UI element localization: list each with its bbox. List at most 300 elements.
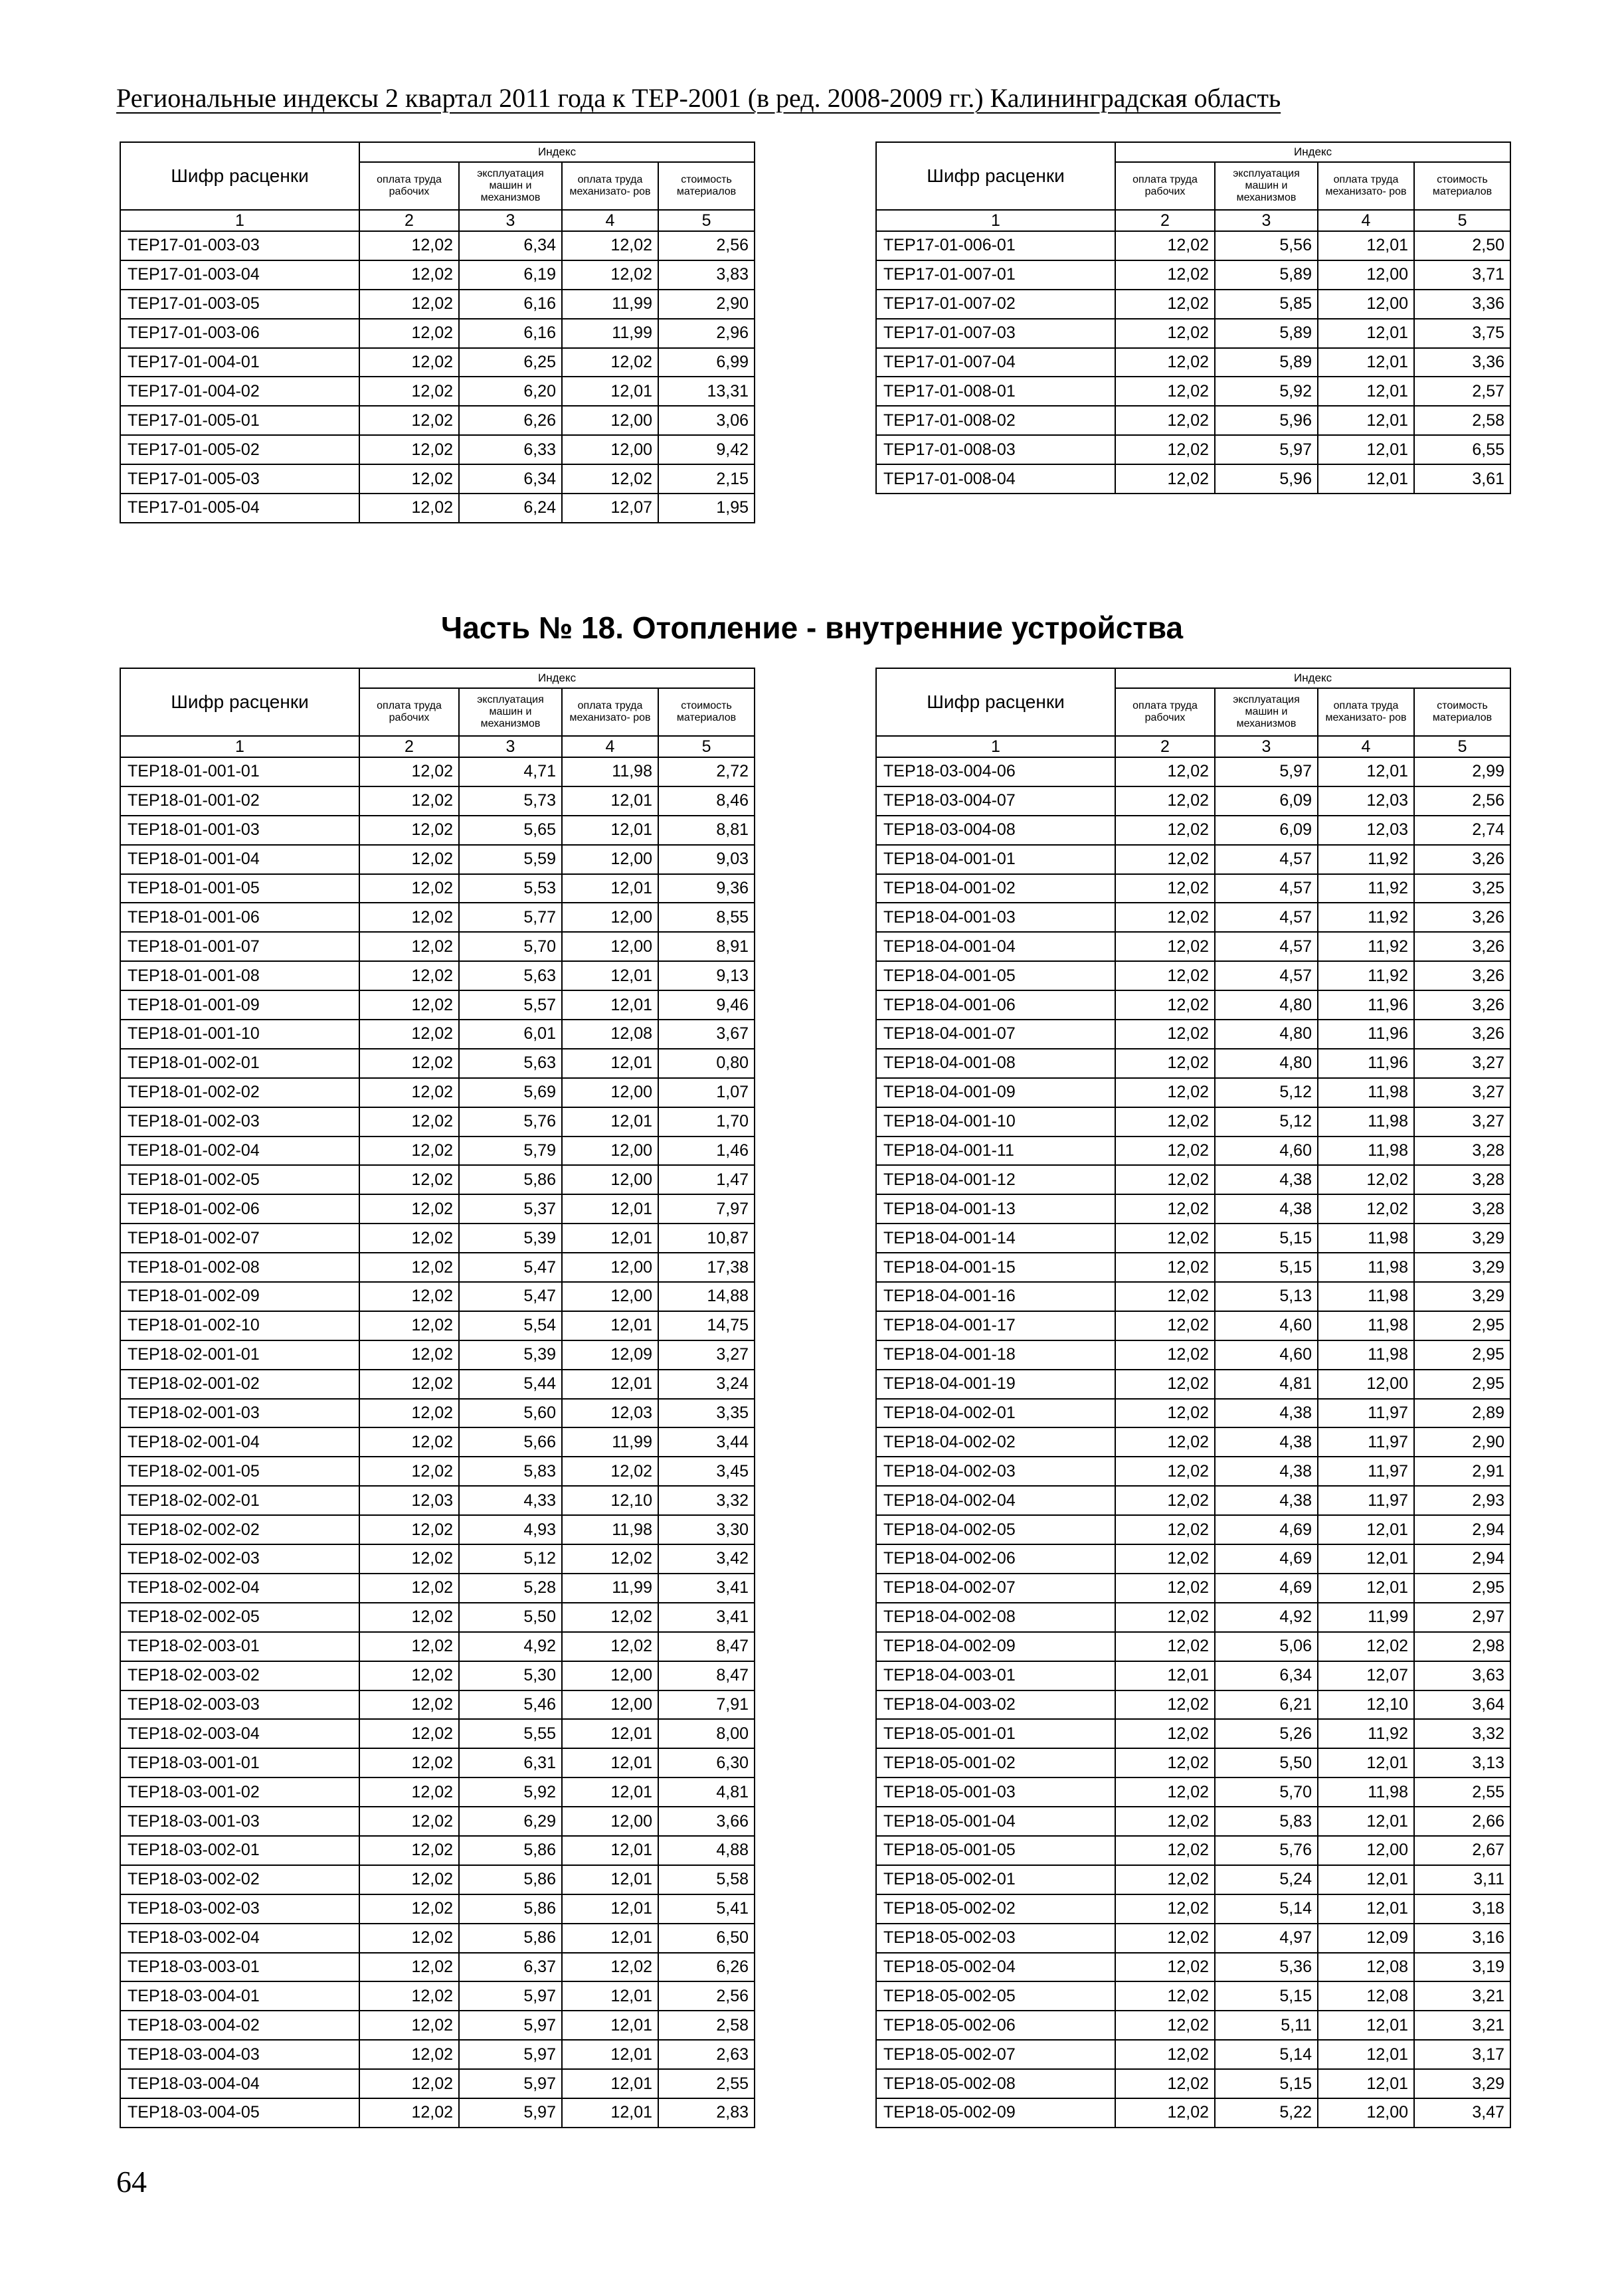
materials-index: 3,36 [1414,290,1510,319]
rate-code: ТЕР17-01-005-04 [120,494,359,523]
machines-index: 6,25 [459,348,562,377]
machines-index: 4,60 [1215,1137,1318,1166]
labor-workers-index: 12,02 [359,903,459,932]
labor-workers-index: 12,02 [1115,1894,1215,1924]
table-row [876,961,1510,990]
header-code: Шифр расценки [120,668,359,736]
rate-code: ТЕР18-05-001-02 [876,1748,1115,1777]
rate-code: ТЕР18-05-001-04 [876,1807,1115,1836]
table-row [876,2098,1510,2128]
header-machines: эксплуатация машин и механизмов [1215,162,1318,210]
rate-code: ТЕР18-02-001-03 [120,1399,359,1428]
labor-operators-index: 12,01 [562,2040,658,2069]
header-index-group: Индекс [359,668,755,688]
table-row [876,1544,1510,1574]
materials-index: 8,91 [658,932,755,961]
machines-index: 5,46 [459,1690,562,1720]
labor-operators-index: 12,01 [1318,1544,1414,1574]
rate-code: ТЕР18-04-001-19 [876,1370,1115,1399]
machines-index: 5,76 [1215,1836,1318,1865]
table-row [876,1661,1510,1690]
table-row [876,2069,1510,2098]
machines-index: 4,38 [1215,1486,1318,1515]
table-row [876,260,1510,290]
materials-index: 3,61 [1414,464,1510,494]
materials-index: 3,25 [1414,874,1510,903]
table-row [876,816,1510,845]
rate-code: ТЕР18-01-001-06 [120,903,359,932]
machines-index: 5,76 [459,1107,562,1137]
machines-index: 5,79 [459,1137,562,1166]
table-row [120,377,755,406]
labor-operators-index: 12,09 [1318,1924,1414,1953]
labor-workers-index: 12,02 [1115,1719,1215,1748]
labor-workers-index: 12,02 [359,1340,459,1370]
table-row [120,319,755,348]
labor-operators-index: 12,01 [562,2069,658,2098]
labor-operators-index: 12,01 [562,1981,658,2011]
labor-operators-index: 11,99 [1318,1603,1414,1632]
labor-workers-index: 12,02 [359,1399,459,1428]
rate-code: ТЕР17-01-004-01 [120,348,359,377]
labor-operators-index: 11,98 [1318,1340,1414,1370]
table-row [876,1427,1510,1457]
rate-code: ТЕР17-01-008-02 [876,406,1115,435]
materials-index: 1,47 [658,1165,755,1194]
rate-code: ТЕР17-01-005-01 [120,406,359,435]
column-number: 2 [359,210,459,231]
machines-index: 4,69 [1215,1544,1318,1574]
labor-workers-index: 12,02 [359,816,459,845]
labor-workers-index: 12,02 [1115,290,1215,319]
labor-workers-index: 12,02 [1115,1807,1215,1836]
machines-index: 5,63 [459,1049,562,1078]
labor-operators-index: 12,00 [1318,1836,1414,1865]
table-row [120,903,755,932]
materials-index: 3,63 [1414,1661,1510,1690]
machines-index: 4,80 [1215,1020,1318,1049]
table-row [876,1049,1510,1078]
machines-index: 5,14 [1215,1894,1318,1924]
labor-workers-index: 12,02 [359,1865,459,1894]
materials-index: 5,58 [658,1865,755,1894]
labor-workers-index: 12,02 [359,874,459,903]
table-row [120,1399,755,1428]
header-materials: стоимость материалов [1414,688,1510,736]
header-index-group: Индекс [1115,142,1510,162]
machines-index: 4,81 [1215,1370,1318,1399]
labor-workers-index: 12,02 [1115,1486,1215,1515]
labor-operators-index: 11,98 [1318,1107,1414,1137]
table-row [876,1690,1510,1720]
materials-index: 8,00 [658,1719,755,1748]
machines-index: 5,92 [459,1777,562,1807]
column-number-row [876,736,1510,757]
materials-index: 3,27 [1414,1049,1510,1078]
labor-workers-index: 12,02 [359,1953,459,1982]
labor-workers-index: 12,02 [1115,1632,1215,1661]
rate-code: ТЕР18-01-002-08 [120,1253,359,1282]
machines-index: 5,59 [459,845,562,874]
table-row [120,1165,755,1194]
table-row [120,1224,755,1253]
rate-code: ТЕР17-01-008-04 [876,464,1115,494]
rate-code: ТЕР18-01-001-07 [120,932,359,961]
rate-code: ТЕР18-02-002-04 [120,1574,359,1603]
rate-code: ТЕР18-02-001-01 [120,1340,359,1370]
labor-operators-index: 12,09 [562,1340,658,1370]
rate-code: ТЕР18-04-002-04 [876,1486,1115,1515]
labor-workers-index: 12,02 [1115,874,1215,903]
rates-table-18-left [120,668,755,2128]
rate-code: ТЕР18-01-001-09 [120,990,359,1020]
materials-index: 9,13 [658,961,755,990]
labor-workers-index: 12,02 [359,1311,459,1340]
materials-index: 3,36 [1414,348,1510,377]
table-row [120,348,755,377]
rate-code: ТЕР18-04-001-06 [876,990,1115,1020]
labor-operators-index: 11,97 [1318,1486,1414,1515]
rate-code: ТЕР18-02-002-05 [120,1603,359,1632]
labor-operators-index: 12,01 [1318,435,1414,464]
labor-workers-index: 12,02 [1115,1282,1215,1311]
rate-code: ТЕР17-01-007-01 [876,260,1115,290]
materials-index: 3,26 [1414,903,1510,932]
machines-index: 5,97 [1215,435,1318,464]
materials-index: 3,75 [1414,319,1510,348]
rate-code: ТЕР18-01-001-04 [120,845,359,874]
machines-index: 4,92 [459,1632,562,1661]
labor-operators-index: 12,00 [562,1690,658,1720]
materials-index: 3,28 [1414,1194,1510,1224]
header-materials: стоимость материалов [658,162,755,210]
table-row [876,231,1510,260]
labor-workers-index: 12,02 [1115,990,1215,1020]
labor-operators-index: 12,02 [562,260,658,290]
labor-operators-index: 12,01 [562,816,658,845]
labor-workers-index: 12,02 [1115,1603,1215,1632]
labor-workers-index: 12,02 [359,1544,459,1574]
materials-index: 2,15 [658,464,755,494]
labor-operators-index: 12,08 [1318,1953,1414,1982]
table-row [876,1486,1510,1515]
rate-code: ТЕР18-05-002-08 [876,2069,1115,2098]
rate-code: ТЕР18-03-002-03 [120,1894,359,1924]
machines-index: 5,63 [459,961,562,990]
materials-index: 14,75 [658,1311,755,1340]
table-row [876,1836,1510,1865]
labor-operators-index: 12,00 [562,845,658,874]
machines-index: 4,93 [459,1515,562,1544]
materials-index: 3,26 [1414,990,1510,1020]
labor-operators-index: 11,97 [1318,1427,1414,1457]
machines-index: 5,12 [1215,1107,1318,1137]
rate-code: ТЕР17-01-007-03 [876,319,1115,348]
table-row [876,1399,1510,1428]
labor-operators-index: 11,99 [562,319,658,348]
materials-index: 9,42 [658,435,755,464]
labor-workers-index: 12,02 [359,1661,459,1690]
machines-index: 5,11 [1215,2011,1318,2040]
column-number: 5 [1414,210,1510,231]
machines-index: 4,57 [1215,903,1318,932]
labor-operators-index: 12,01 [1318,464,1414,494]
machines-index: 4,69 [1215,1515,1318,1544]
materials-index: 1,46 [658,1137,755,1166]
labor-operators-index: 12,02 [1318,1194,1414,1224]
rate-code: ТЕР18-05-002-09 [876,2098,1115,2128]
column-number: 4 [1318,210,1414,231]
table-row [120,961,755,990]
header-index-group: Индекс [1115,668,1510,688]
rate-code: ТЕР18-02-002-01 [120,1486,359,1515]
labor-operators-index: 12,00 [1318,290,1414,319]
labor-operators-index: 12,01 [1318,2011,1414,2040]
machines-index: 6,01 [459,1020,562,1049]
labor-workers-index: 12,02 [359,1078,459,1107]
labor-workers-index: 12,02 [359,1165,459,1194]
machines-index: 5,70 [1215,1777,1318,1807]
materials-index: 3,27 [1414,1107,1510,1137]
rate-code: ТЕР18-05-002-03 [876,1924,1115,1953]
materials-index: 2,58 [658,2011,755,2040]
materials-index: 2,55 [1414,1777,1510,1807]
materials-index: 2,72 [658,757,755,786]
column-number: 5 [658,210,755,231]
labor-operators-index: 12,07 [562,494,658,523]
table-row [120,1049,755,1078]
machines-index: 5,39 [459,1224,562,1253]
machines-index: 4,38 [1215,1457,1318,1486]
rate-code: ТЕР18-05-002-02 [876,1894,1115,1924]
machines-index: 4,57 [1215,961,1318,990]
materials-index: 7,91 [658,1690,755,1720]
labor-workers-index: 12,02 [359,1049,459,1078]
labor-workers-index: 12,02 [359,290,459,319]
labor-workers-index: 12,02 [359,990,459,1020]
materials-index: 2,96 [658,319,755,348]
labor-workers-index: 12,02 [359,1894,459,1924]
labor-workers-index: 12,02 [359,231,459,260]
rate-code: ТЕР18-04-001-14 [876,1224,1115,1253]
table-row [876,1282,1510,1311]
labor-operators-index: 12,02 [562,1632,658,1661]
table-row [876,1078,1510,1107]
page-number: 64 [116,2165,147,2199]
machines-index: 4,38 [1215,1427,1318,1457]
rate-code: ТЕР18-03-002-02 [120,1865,359,1894]
labor-workers-index: 12,02 [1115,319,1215,348]
table-row [120,2040,755,2069]
table-row [120,435,755,464]
machines-index: 5,89 [1215,260,1318,290]
materials-index: 9,03 [658,845,755,874]
labor-workers-index: 12,02 [359,1924,459,1953]
header-row [120,142,755,162]
labor-workers-index: 12,02 [359,1515,459,1544]
labor-workers-index: 12,02 [359,1224,459,1253]
machines-index: 6,31 [459,1748,562,1777]
labor-operators-index: 12,02 [562,231,658,260]
rate-code: ТЕР18-01-002-06 [120,1194,359,1224]
rate-code: ТЕР18-01-002-04 [120,1137,359,1166]
machines-index: 5,28 [459,1574,562,1603]
labor-workers-index: 12,02 [359,1253,459,1282]
machines-index: 5,50 [459,1603,562,1632]
table-row [120,1282,755,1311]
machines-index: 5,83 [459,1457,562,1486]
machines-index: 5,15 [1215,1253,1318,1282]
labor-operators-index: 12,02 [562,464,658,494]
materials-index: 3,18 [1414,1894,1510,1924]
machines-index: 4,60 [1215,1340,1318,1370]
labor-workers-index: 12,02 [359,319,459,348]
labor-operators-index: 12,00 [562,1807,658,1836]
rate-code: ТЕР18-02-003-02 [120,1661,359,1690]
labor-workers-index: 12,02 [359,757,459,786]
labor-workers-index: 12,02 [359,1836,459,1865]
table-row [120,1544,755,1574]
rate-code: ТЕР18-05-002-05 [876,1981,1115,2011]
materials-index: 3,11 [1414,1865,1510,1894]
labor-workers-index: 12,02 [359,1137,459,1166]
header-row [876,668,1510,688]
materials-index: 0,80 [658,1049,755,1078]
labor-operators-index: 12,07 [1318,1661,1414,1690]
labor-operators-index: 12,00 [562,435,658,464]
materials-index: 2,56 [658,231,755,260]
header-row [876,142,1510,162]
materials-index: 4,88 [658,1836,755,1865]
rate-code: ТЕР18-02-001-04 [120,1427,359,1457]
rate-code: ТЕР18-02-002-02 [120,1515,359,1544]
table-row [120,1953,755,1982]
materials-index: 3,30 [658,1515,755,1544]
table-row [876,319,1510,348]
table-row [876,1107,1510,1137]
rate-code: ТЕР17-01-005-03 [120,464,359,494]
materials-index: 3,35 [658,1399,755,1428]
materials-index: 1,70 [658,1107,755,1137]
rate-code: ТЕР18-04-001-09 [876,1078,1115,1107]
table-row [120,1894,755,1924]
labor-workers-index: 12,02 [1115,932,1215,961]
machines-index: 6,09 [1215,786,1318,816]
table-row [876,1165,1510,1194]
rate-code: ТЕР17-01-008-01 [876,377,1115,406]
labor-operators-index: 12,01 [562,786,658,816]
materials-index: 2,97 [1414,1603,1510,1632]
table-row [876,1515,1510,1544]
header-labor-operators: оплата труда механизато- ров [1318,162,1414,210]
rate-code: ТЕР18-01-001-01 [120,757,359,786]
machines-index: 5,77 [459,903,562,932]
rate-code: ТЕР18-01-002-02 [120,1078,359,1107]
rate-code: ТЕР17-01-003-04 [120,260,359,290]
labor-operators-index: 11,96 [1318,990,1414,1020]
labor-workers-index: 12,02 [1115,903,1215,932]
materials-index: 2,90 [1414,1427,1510,1457]
table-row [120,1370,755,1399]
header-row [120,668,755,688]
machines-index: 5,85 [1215,290,1318,319]
rate-code: ТЕР18-02-001-02 [120,1370,359,1399]
machines-index: 6,21 [1215,1690,1318,1720]
materials-index: 2,74 [1414,816,1510,845]
labor-workers-index: 12,02 [1115,786,1215,816]
rate-code: ТЕР18-04-002-03 [876,1457,1115,1486]
machines-index: 6,09 [1215,816,1318,845]
machines-index: 5,06 [1215,1632,1318,1661]
materials-index: 2,91 [1414,1457,1510,1486]
rate-code: ТЕР18-03-004-04 [120,2069,359,2098]
labor-operators-index: 12,10 [1318,1690,1414,1720]
labor-operators-index: 12,00 [562,1078,658,1107]
materials-index: 3,26 [1414,1020,1510,1049]
rate-code: ТЕР18-04-001-07 [876,1020,1115,1049]
machines-index: 6,33 [459,435,562,464]
machines-index: 6,16 [459,290,562,319]
rate-code: ТЕР18-05-001-03 [876,1777,1115,1807]
header-machines: эксплуатация машин и механизмов [1215,688,1318,736]
header-materials: стоимость материалов [1414,162,1510,210]
table-row [876,1865,1510,1894]
labor-workers-index: 12,02 [359,494,459,523]
machines-index: 5,86 [459,1836,562,1865]
machines-index: 5,22 [1215,2098,1318,2128]
labor-operators-index: 11,98 [1318,1224,1414,1253]
table-row [876,1137,1510,1166]
materials-index: 3,27 [1414,1078,1510,1107]
labor-operators-index: 12,01 [1318,348,1414,377]
machines-index: 6,26 [459,406,562,435]
materials-index: 2,94 [1414,1544,1510,1574]
materials-index: 3,17 [1414,2040,1510,2069]
rate-code: ТЕР18-04-002-06 [876,1544,1115,1574]
materials-index: 6,99 [658,348,755,377]
labor-workers-index: 12,02 [359,1981,459,2011]
materials-index: 3,06 [658,406,755,435]
materials-index: 6,55 [1414,435,1510,464]
materials-index: 2,94 [1414,1515,1510,1544]
labor-workers-index: 12,02 [1115,1924,1215,1953]
rate-code: ТЕР18-01-001-10 [120,1020,359,1049]
labor-operators-index: 11,99 [562,290,658,319]
labor-workers-index: 12,02 [359,377,459,406]
labor-operators-index: 12,00 [1318,260,1414,290]
rate-code: ТЕР18-04-001-13 [876,1194,1115,1224]
materials-index: 10,87 [658,1224,755,1253]
table-row [876,290,1510,319]
machines-index: 6,29 [459,1807,562,1836]
machines-index: 5,13 [1215,1282,1318,1311]
header-labor-workers: оплата труда рабочих [1115,688,1215,736]
labor-operators-index: 12,01 [562,2098,658,2128]
materials-index: 3,83 [658,260,755,290]
rate-code: ТЕР18-05-001-05 [876,1836,1115,1865]
labor-operators-index: 12,01 [562,1924,658,1953]
labor-operators-index: 11,92 [1318,961,1414,990]
materials-index: 3,47 [1414,2098,1510,2128]
table-row [876,1953,1510,1982]
machines-index: 5,15 [1215,1981,1318,2011]
machines-index: 5,26 [1215,1719,1318,1748]
table-row [876,1748,1510,1777]
labor-operators-index: 11,92 [1318,874,1414,903]
labor-operators-index: 11,97 [1318,1399,1414,1428]
labor-workers-index: 12,02 [1115,845,1215,874]
labor-workers-index: 12,02 [1115,1953,1215,1982]
